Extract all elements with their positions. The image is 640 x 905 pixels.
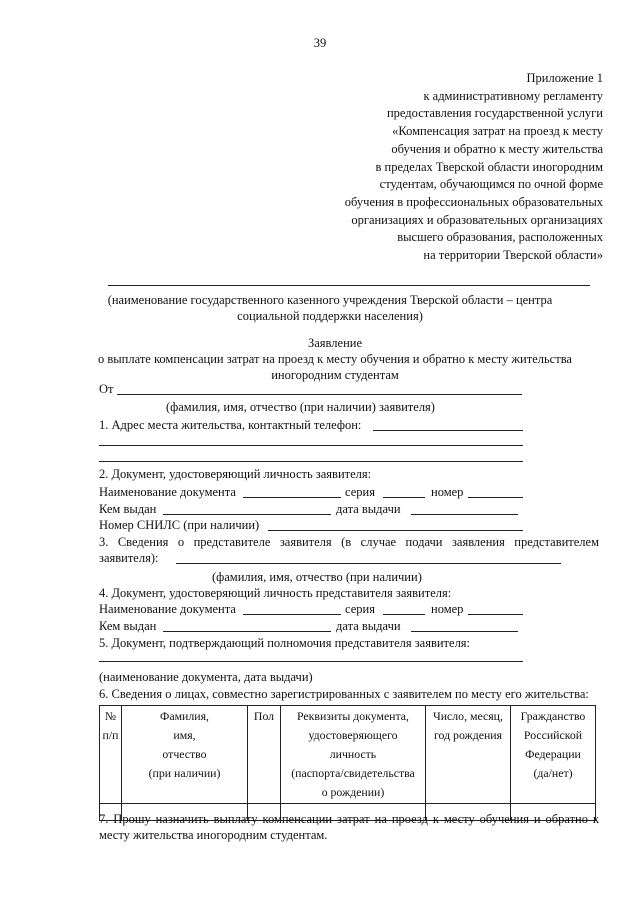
issued-by-field[interactable] — [163, 514, 331, 515]
appendix-line: обучения в профессиональных образовательных — [344, 194, 603, 209]
rep-issue-date-field[interactable] — [411, 631, 518, 632]
address-field[interactable] — [373, 430, 523, 431]
item-1-label: 1. Адрес места жительства, контактный телефон: — [99, 418, 362, 432]
doc-name-label: Наименование документа — [99, 485, 236, 499]
item-5-label: 5. Документ, подтверждающий полномочия представителя заявителя: — [99, 636, 471, 650]
item-6-label: 6. Сведения о лицах, совместно зарегистрированных с заявителем по месту его жительства: — [99, 687, 589, 701]
document-title — [80, 335, 590, 383]
item-7-label: 7. Прошу назначить выплату компенсации затрат на проезд к месту обучения и обратно к месту жительства иногородним студентам. — [99, 812, 599, 842]
col-header-id-document: Реквизиты документа, удостоверяющего личность (паспорта/свидетельства о рождении) — [281, 706, 426, 804]
rep-series-label: серия — [345, 602, 375, 616]
series-label: серия — [345, 485, 375, 499]
appendix-line: на территории Тверской области» — [423, 248, 603, 263]
number-field[interactable] — [468, 497, 523, 498]
rep-series-field[interactable] — [383, 614, 425, 615]
representative-name-field[interactable] — [176, 563, 561, 564]
address-field-line[interactable] — [99, 445, 523, 446]
page-number: 39 — [313, 36, 327, 50]
appendix-line: к административному регламенту — [423, 88, 603, 103]
appendix-line: в пределах Тверской области иногородним — [375, 159, 603, 174]
series-field[interactable] — [383, 497, 425, 498]
issue-date-label: дата выдачи — [336, 502, 401, 516]
title-line: о выплате компенсации затрат на проезд к месту обучения и обратно к месту жительства — [98, 352, 572, 366]
col-header-sex: Пол — [248, 706, 281, 804]
rep-issued-by-field[interactable] — [163, 631, 331, 632]
appendix-line: предоставления государственной услуги — [386, 106, 603, 121]
authority-doc-field[interactable] — [99, 661, 523, 662]
doc-name-field[interactable] — [243, 497, 341, 498]
institution-caption: (наименование государственного казенного учреждения Тверской области – центра социальной поддержки населения) — [107, 293, 553, 323]
item-5-caption: (наименование документа, дата выдачи) — [99, 670, 313, 684]
applicant-name-field[interactable] — [117, 394, 522, 395]
title-line: иногородним студентам — [271, 368, 399, 382]
item-2-label: 2. Документ, удостоверяющий личность заявителя: — [99, 467, 372, 481]
col-header-fullname: Фамилия, имя, отчество (при наличии) — [122, 706, 248, 804]
col-header-birth-date: Число, месяц, год рождения — [426, 706, 511, 804]
snils-field[interactable] — [268, 530, 523, 531]
snils-label: Номер СНИЛС (при наличии) — [99, 518, 260, 532]
from-label: От — [99, 382, 114, 396]
address-field-line[interactable] — [99, 461, 523, 462]
rep-issue-date-label: дата выдачи — [336, 619, 401, 633]
appendix-line: студентам, обучающимся по очной форме — [379, 177, 603, 192]
institution-name-field[interactable] — [108, 285, 590, 286]
table-header-row — [100, 706, 596, 804]
from-caption: (фамилия, имя, отчество (при наличии) заявителя) — [166, 400, 435, 414]
item-4-label: 4. Документ, удостоверяющий личность представителя заявителя: — [99, 586, 452, 600]
rep-doc-name-label: Наименование документа — [99, 602, 236, 616]
cohabitants-table — [99, 705, 596, 821]
number-label: номер — [431, 485, 464, 499]
item-3-caption: (фамилия, имя, отчество (при наличии) — [212, 570, 422, 584]
appendix-line: обучения и обратно к месту жительства — [391, 141, 603, 156]
appendix-block — [300, 70, 603, 265]
appendix-line: Приложение 1 — [526, 71, 603, 85]
col-header-number: № п/п — [100, 706, 122, 804]
issued-by-label: Кем выдан — [99, 502, 157, 516]
rep-number-label: номер — [431, 602, 464, 616]
rep-number-field[interactable] — [468, 614, 523, 615]
appendix-line: высшего образования, расположенных — [397, 230, 603, 245]
issue-date-field[interactable] — [411, 514, 518, 515]
title-heading: Заявление — [307, 336, 362, 350]
appendix-line: «Компенсация затрат на проезд к месту — [392, 124, 603, 139]
rep-doc-name-field[interactable] — [243, 614, 341, 615]
col-header-citizenship: Гражданство Российской Федерации (да/нет) — [511, 706, 596, 804]
item-3-label: 3. Сведения о представителе заявителя (в случае подачи заявления представителем заявителя): — [99, 535, 599, 565]
rep-issued-by-label: Кем выдан — [99, 619, 157, 633]
appendix-line: организациях и образовательных организациях — [351, 212, 603, 227]
